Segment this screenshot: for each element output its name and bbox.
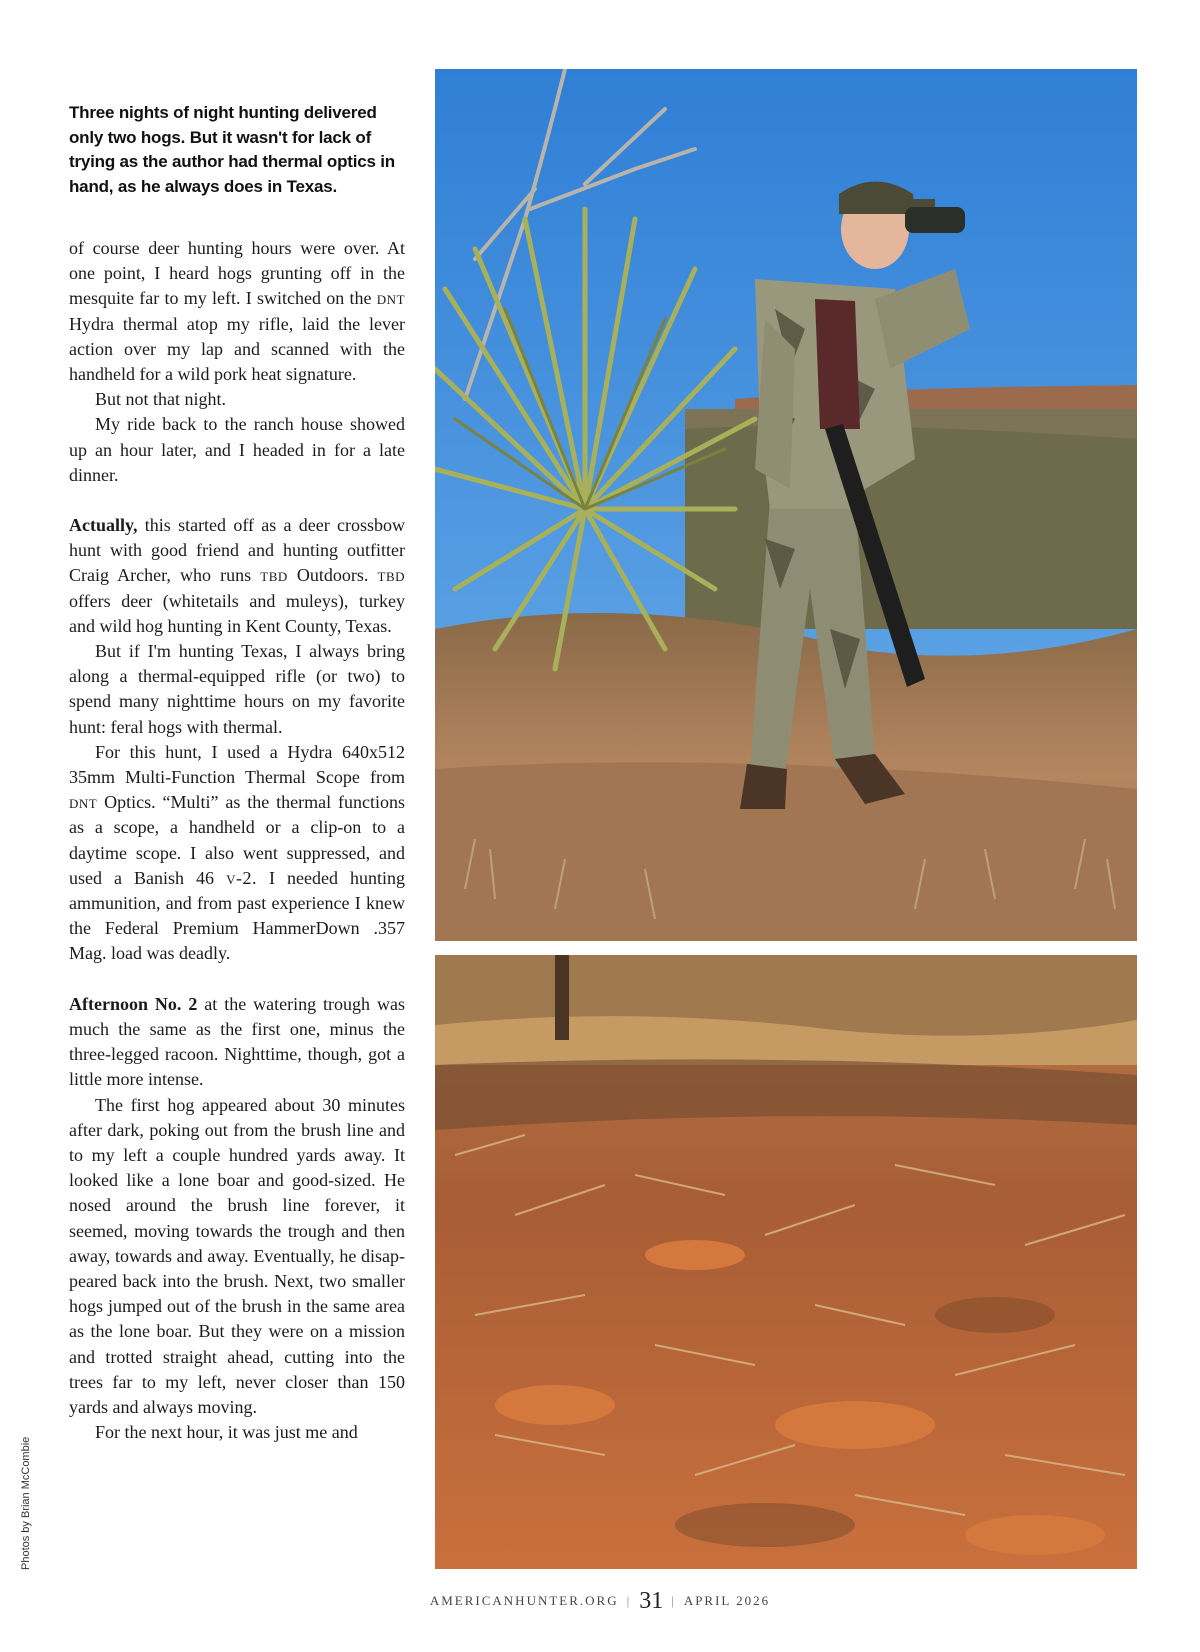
paragraph: But if I'm hunting Texas, I always bring along a thermal-equipped rifle (or two) to spend many nighttime hours on my favorite hunt: feral hogs with thermal. (69, 641, 405, 737)
paragraph: Afternoon No. 2 at the watering trough was much the same as the first one, minus the three-legged racoon. Nighttime, though, got a little more intense. (69, 993, 405, 1090)
paragraph: For this hunt, I used a Hydra 640x512 35mm Multi-Function Thermal Scope from dnt Optics. “Multi” as the thermal functions as a scope, a handheld or a clip-on to a daytime scope. I also went suppressed, and used a Banish 46 v-2. I needed hunting ammunition, and from past experience I knew the Federal Premium HammerDown .357 Mag. load was deadly. (69, 741, 406, 964)
article-body (69, 236, 405, 1445)
paragraph: My ride back to the ranch house showed up an hour later, and I headed in for a late dinner. (69, 414, 405, 485)
paragraph: The first hog appeared about 30 minutes after dark, poking out from the brush line and to my left a couple hundred yards away. It looked like a lone boar and good-sized. He nosed around the brush line forever, it seemed, moving towards the trough and then away, towards and away. Eventually, he disappeared back into the brush. Next, two smaller hogs jumped out of the brush in the same area as the lone boar. But they were on a mission and trotted straight ahead, cutting into the trees far to my left, never closer than 150 yards and always moving. (69, 1094, 405, 1417)
photo-caption: Three nights of night hunting delivered only two hogs. But it wasn't for lack of trying as the author had thermal optics in hand, as he always does in Texas. (69, 103, 395, 196)
photo-credit: Photos by Brian McCombie (20, 1436, 32, 1570)
paragraph: But not that night. (95, 389, 227, 410)
footer-issue: APRIL 2026 (683, 1593, 771, 1608)
page-number: 31 (639, 1588, 664, 1614)
hunter-photo (435, 69, 1137, 941)
page-footer: AMERICANHUNTER.ORG | 31 | APRIL 2026 (429, 1588, 771, 1614)
footer-site: AMERICANHUNTER.ORG (429, 1593, 619, 1608)
paragraph: For the next hour, it was just me and (95, 1422, 358, 1443)
paragraph: of course deer hunting hours were over. At one point, I heard hogs grunting off in the mesquite far to my left. I switched on the dnt Hydra thermal atop my rifle, laid the lever action over my lap and scanned with the handheld for a wild pork heat signature. (69, 238, 406, 385)
rooted-ground-photo (435, 955, 1137, 1569)
paragraph: Actually, this started off as a deer crossbow hunt with good friend and hunting outfitter Craig Archer, who runs tbd Outdoors. tbd offers deer (whitetails and muleys), turkey and wild hog hunting in Kent County, Texas. (69, 515, 406, 636)
